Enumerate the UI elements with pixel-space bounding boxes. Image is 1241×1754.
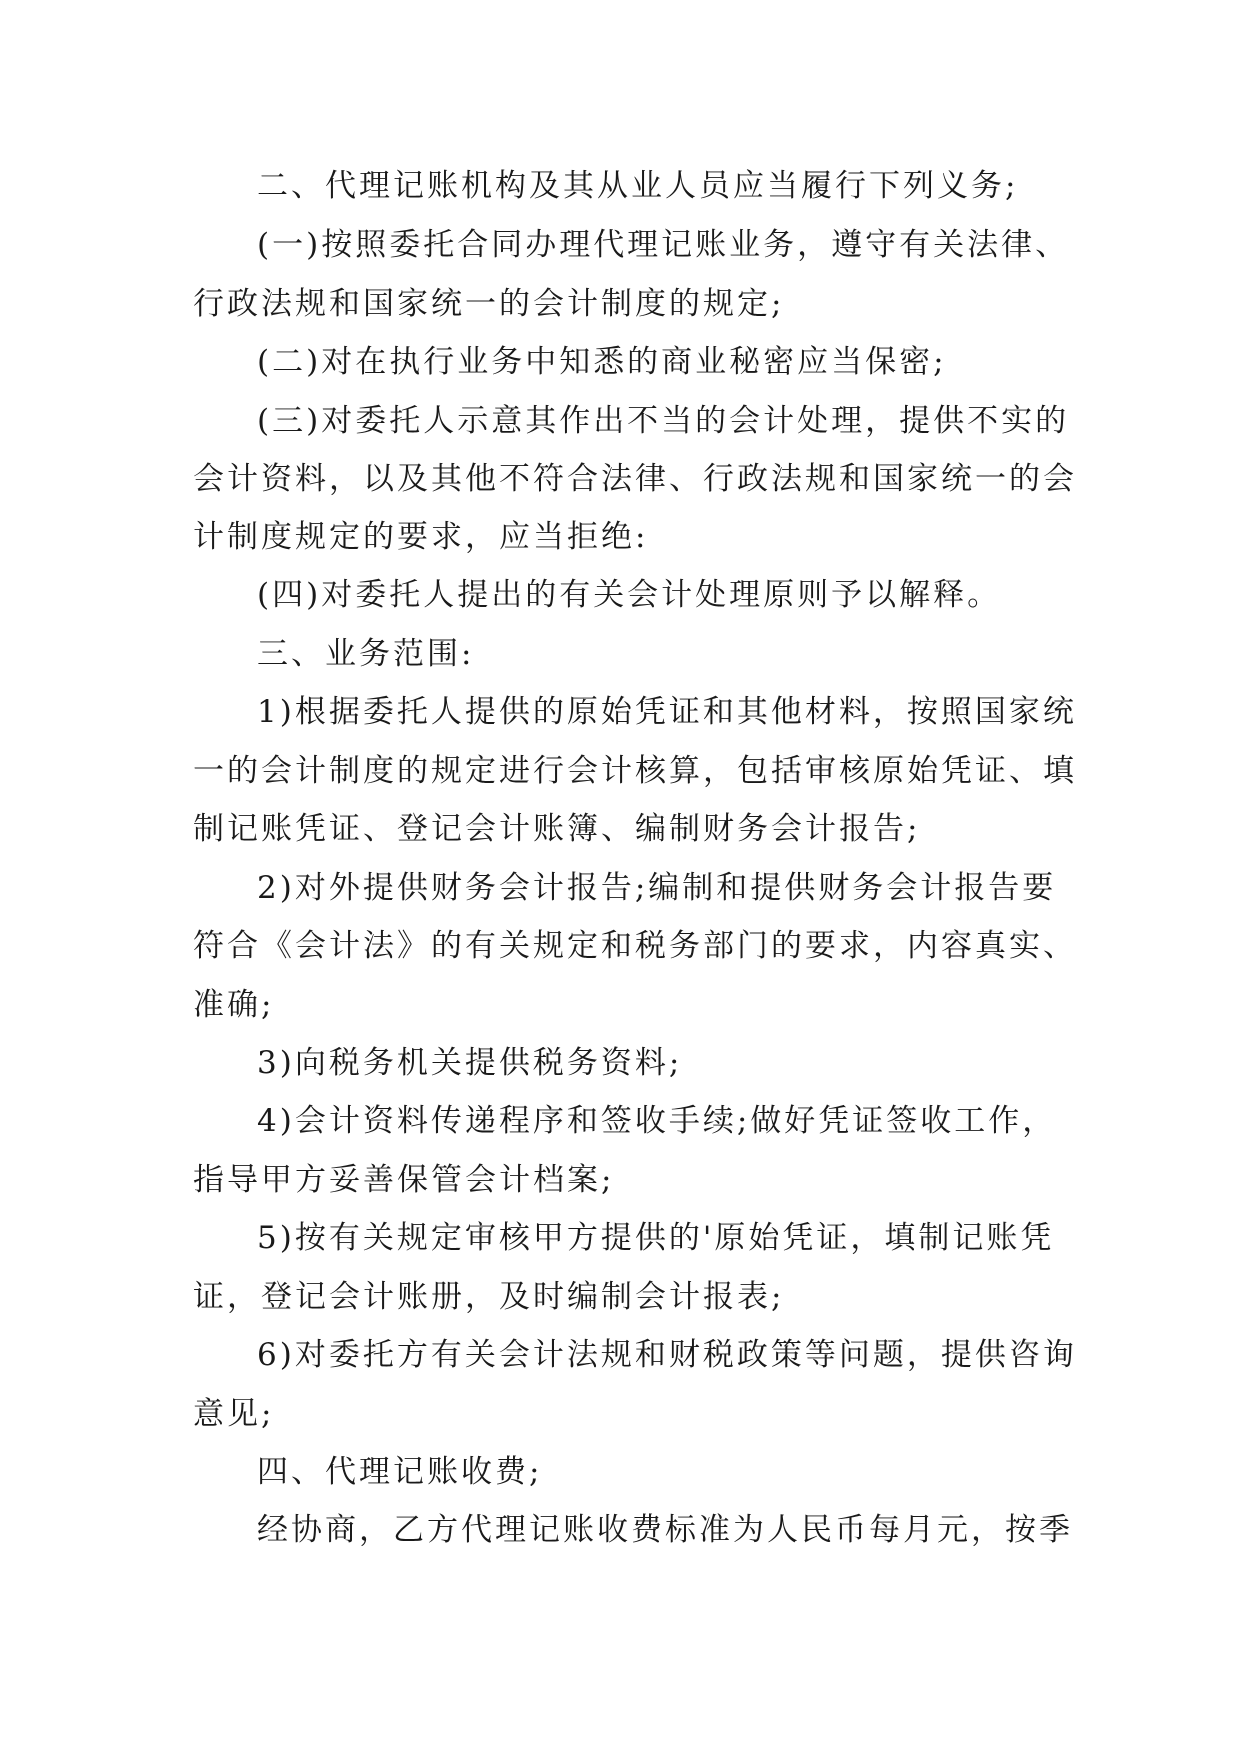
- text-line: (三)对委托人示意其作出不当的会计处理，提供不实的: [257, 403, 1070, 439]
- text-line: (四)对委托人提出的有关会计处理原则予以解释。: [257, 577, 1002, 613]
- text-line: 会计资料，以及其他不符合法律、行政法规和国家统一的会: [193, 461, 1077, 497]
- text-line: 三、业务范围:: [257, 636, 475, 672]
- text-line: 5)按有关规定审核甲方提供的'原始凭证，填制记账凭: [257, 1220, 1055, 1256]
- text-line: (一)按照委托合同办理代理记账业务，遵守有关法律、: [257, 227, 1070, 263]
- text-line: 计制度规定的要求，应当拒绝:: [193, 519, 649, 555]
- text-line: (二)对在执行业务中知悉的商业秘密应当保密;: [257, 344, 947, 380]
- text-line: 意见;: [193, 1396, 275, 1432]
- text-line: 行政法规和国家统一的会计制度的规定;: [193, 286, 785, 322]
- text-line: 3)向税务机关提供税务资料;: [257, 1045, 683, 1081]
- text-line: 指导甲方妥善保管会计档案;: [193, 1162, 615, 1198]
- text-line: 准确;: [193, 987, 275, 1023]
- text-line: 四、代理记账收费;: [257, 1454, 543, 1490]
- text-line: 证，登记会计账册，及时编制会计报表;: [193, 1279, 785, 1315]
- text-line: 2)对外提供财务会计报告;编制和提供财务会计报告要: [257, 870, 1057, 906]
- text-line: 4)会计资料传递程序和签收手续;做好凭证签收工作，: [257, 1103, 1057, 1139]
- text-line: 制记账凭证、登记会计账簿、编制财务会计报告;: [193, 811, 921, 847]
- text-line: 一的会计制度的规定进行会计核算，包括审核原始凭证、填: [193, 753, 1077, 789]
- text-line: 6)对委托方有关会计法规和财税政策等问题，提供咨询: [257, 1337, 1077, 1373]
- text-line: 1)根据委托人提供的原始凭证和其他材料，按照国家统: [257, 694, 1077, 730]
- text-line: 经协商，乙方代理记账收费标准为人民币每月元，按季: [257, 1512, 1073, 1548]
- text-line: 二、代理记账机构及其从业人员应当履行下列义务;: [257, 168, 1019, 204]
- text-line: 符合《会计法》的有关规定和税务部门的要求，内容真实、: [193, 928, 1077, 964]
